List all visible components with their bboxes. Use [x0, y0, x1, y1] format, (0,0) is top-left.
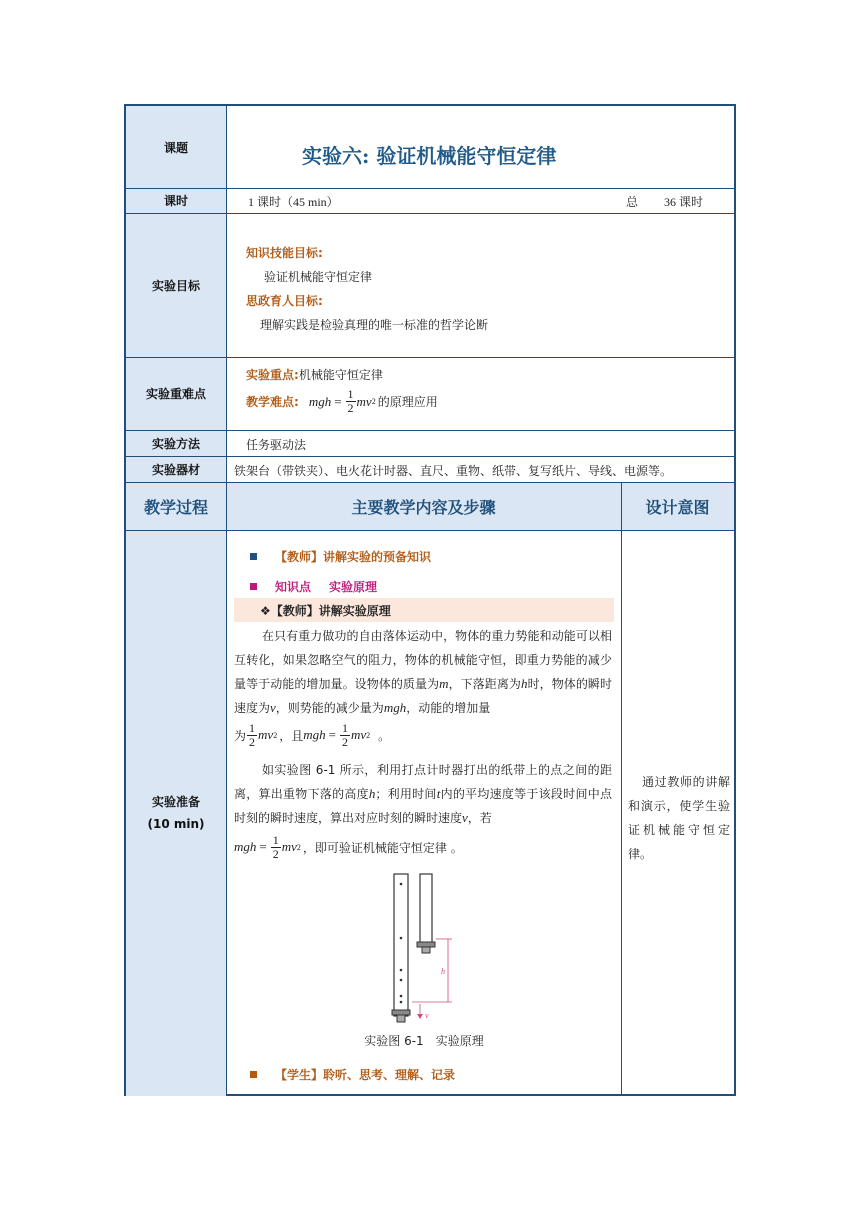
- knowledge-point-title: 实验原理: [329, 580, 378, 594]
- difficulty-suffix: 的原理应用: [377, 395, 438, 409]
- equipment-value: 铁架台（带铁夹）、电火花计时器、直尺、重物、纸带、复写纸片、导线、电源等。: [234, 464, 673, 478]
- student-bullet: [250, 1066, 455, 1083]
- keypoints-label: 实验重难点: [145, 387, 206, 401]
- header-intent: 设计意图: [645, 497, 710, 517]
- header-content: 主要教学内容及步骤: [351, 497, 496, 517]
- equipment-label-cell: [126, 456, 226, 482]
- para1-f: 为: [234, 728, 247, 743]
- knowledge-text: 验证机械能守恒定律: [264, 270, 373, 284]
- experiment-figure: [384, 870, 464, 1030]
- lesson-title: 实验六: 验证机械能守恒定律: [302, 144, 557, 168]
- var-t: t: [436, 786, 441, 801]
- kinetic-line: [234, 720, 390, 750]
- total-value: 36 课时: [664, 195, 704, 209]
- objectives-label-cell: [126, 213, 226, 357]
- equipment-label: 实验器材: [151, 462, 200, 477]
- ideology-heading: 思政育人目标:: [246, 294, 323, 308]
- lesson-plan-table: [124, 104, 736, 1096]
- design-intent: 通过教师的讲解和演示，使学生验证机械能守恒定律。: [628, 775, 730, 861]
- var-m: m: [439, 676, 449, 691]
- formula-mgh: [309, 388, 376, 415]
- formula-den: 2: [341, 734, 348, 749]
- teacher-bullet-text: 【教师】讲解实验的预备知识: [275, 550, 432, 564]
- para2-c: 内的平均速度等于该段时间中点时刻的瞬时速度，算出对应时刻的瞬时速度: [234, 787, 612, 825]
- header-process: 教学过程: [143, 497, 208, 517]
- hours-label-cell: [126, 188, 226, 213]
- principle-banner: [234, 598, 614, 622]
- key-heading: 实验重点:: [246, 368, 299, 382]
- formula-den: 2: [272, 846, 279, 861]
- formula-exp: 2: [371, 397, 376, 406]
- formula-exp: 2: [366, 730, 371, 740]
- formula-mv: mv: [356, 393, 372, 409]
- var-mgh: mgh: [383, 700, 407, 715]
- var-v: v: [462, 810, 468, 825]
- formula-eq: =: [259, 839, 267, 854]
- formula-num: 1: [272, 832, 279, 847]
- square-bullet-icon: [250, 1071, 257, 1078]
- total-label: 总: [626, 195, 639, 209]
- var-h: h: [368, 786, 376, 801]
- square-bullet-icon: [250, 583, 257, 590]
- para1-g: ，且: [279, 728, 304, 743]
- para2-a: 如实验图 6-1 所示，利用打点计时器打出的纸带上的点之间的距离，算出重物下落的高度: [234, 763, 612, 801]
- para2-d: ，若: [467, 811, 492, 825]
- formula-fraction: [271, 834, 281, 861]
- topic-label-cell: [126, 106, 226, 188]
- weight-top: [417, 942, 435, 947]
- para1-c: 时，物体的瞬时速度为: [234, 677, 612, 715]
- square-bullet-icon: [250, 553, 257, 560]
- verify-line: [234, 832, 463, 862]
- formula-den: 2: [347, 401, 354, 415]
- method-value: 任务驱动法: [246, 438, 307, 452]
- hours-label: 课时: [163, 194, 188, 208]
- formula-exp: 2: [273, 730, 278, 740]
- knowledge-point-line: [250, 578, 377, 595]
- formula-eq: =: [328, 727, 336, 742]
- formula-eq: =: [334, 393, 342, 409]
- teacher-bullet: [250, 548, 431, 565]
- topic-label: 课题: [163, 140, 188, 155]
- para2-e: ，即可验证机械能守恒定律 。: [302, 840, 463, 855]
- para1-a: 在只有重力做功的自由落体运动中，物体的重力势能和动能可以相互转化，如果忽略空气的阻力，物体的机械能守恒，即重力势能的减少量等于动能的增加量。设物体的质量为: [234, 629, 612, 691]
- para1-d: ，则势能的减少量为: [275, 701, 384, 715]
- formula-fraction: [346, 388, 356, 415]
- key-text: 机械能守恒定律: [298, 368, 383, 382]
- var-h: h: [521, 676, 528, 691]
- paper-tape: [420, 874, 432, 944]
- hours-value: 1 课时（45 min）: [248, 195, 339, 209]
- keypoints-label-cell: [126, 357, 226, 430]
- formula-lhs: mgh: [308, 393, 332, 409]
- difficulty-heading: 教学难点:: [246, 395, 299, 409]
- formula-fraction: [247, 722, 257, 749]
- difficulty-line: [246, 388, 438, 415]
- formula-exp: 2: [296, 842, 301, 852]
- figure-caption: 实验图 6-1 实验原理: [364, 1034, 484, 1048]
- para1-h: 。: [378, 728, 391, 743]
- figure-label-v: v: [425, 1011, 429, 1020]
- para1-e: ，动能的增加量: [406, 701, 491, 715]
- formula-num: 1: [341, 720, 348, 735]
- method-label-cell: [126, 430, 226, 456]
- formula-lhs: mgh: [234, 839, 257, 854]
- principle-paragraph: [234, 624, 612, 720]
- banner-text: ❖【教师】讲解实验原理: [260, 604, 391, 618]
- method-paragraph: [234, 758, 612, 830]
- weight-bottom: [392, 1010, 410, 1015]
- stage-label: 实验准备: [151, 795, 200, 809]
- method-label: 实验方法: [151, 436, 200, 451]
- formula-mv: mv: [350, 727, 367, 742]
- ideology-text: 理解实践是检验真理的唯一标准的哲学论断: [260, 318, 489, 332]
- formula-lhs: mgh: [303, 727, 326, 742]
- stage-duration: (10 min): [147, 817, 205, 831]
- key-point-line: [246, 364, 383, 383]
- knowledge-heading: 知识技能目标:: [246, 246, 323, 260]
- figure-label-h: h: [441, 967, 445, 976]
- para1-b: ，下落距离为: [448, 677, 521, 691]
- para2-b: ；利用时间: [375, 787, 437, 801]
- formula-den: 2: [249, 734, 256, 749]
- formula-num: 1: [249, 720, 256, 735]
- stage-label-cell: [126, 530, 226, 1096]
- student-bullet-text: 【学生】聆听、思考、理解、记录: [275, 1068, 456, 1082]
- knowledge-point-label: 知识点: [275, 580, 312, 594]
- objectives-label: 实验目标: [151, 278, 200, 293]
- var-v: v: [270, 700, 276, 715]
- formula-fraction: [340, 722, 350, 749]
- formula-num: 1: [347, 387, 354, 401]
- formula-mv: mv: [258, 727, 274, 742]
- formula-mv: mv: [281, 839, 297, 854]
